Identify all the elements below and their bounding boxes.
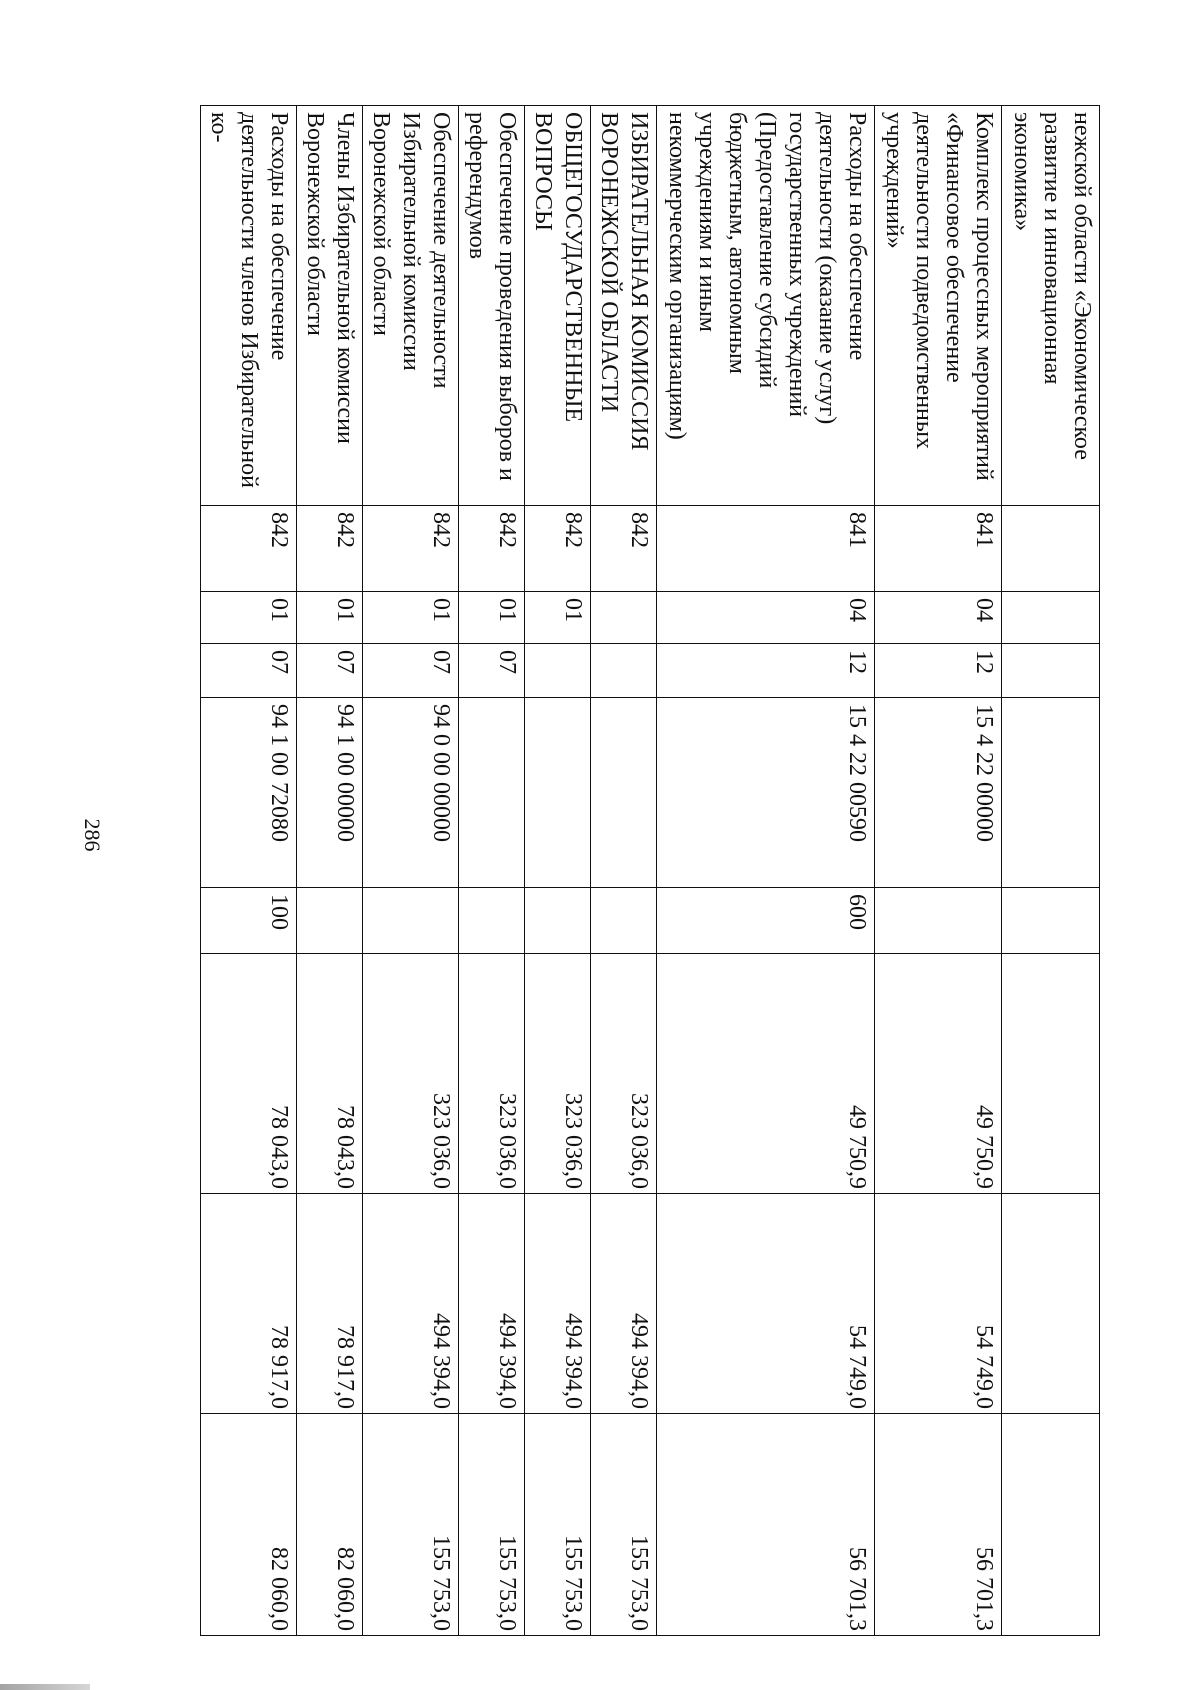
- row-ved: 841: [875, 506, 1002, 592]
- row-rz: 04: [657, 592, 875, 644]
- row-ved: 842: [459, 506, 525, 592]
- row-csr: 15 4 22 00000: [875, 698, 1002, 888]
- row-csr: [591, 698, 657, 888]
- budget-table-rotated: [200, 105, 1100, 1635]
- budget-table: [200, 105, 1100, 1636]
- row-rz: 01: [363, 592, 459, 644]
- row-name: Расходы на обеспечение деятельности членов Избирательной ко-: [201, 106, 297, 506]
- row-name: Расходы на обеспечение деятельности (оказание услуг) государственных учреждений (Предоставление субсидий бюджетным, автономным учреждениям и иным некоммерческим организациям): [657, 106, 875, 506]
- row-pr: 07: [297, 644, 363, 698]
- row-csr: [459, 698, 525, 888]
- row-year2: 78 917,0: [297, 1194, 363, 1414]
- row-year2: 494 394,0: [459, 1194, 525, 1414]
- row-year2: 78 917,0: [201, 1194, 297, 1414]
- row-year3: [1001, 1414, 1099, 1636]
- table-row: [657, 106, 875, 1636]
- row-pr: 07: [363, 644, 459, 698]
- row-ved: 842: [297, 506, 363, 592]
- row-pr: [525, 644, 591, 698]
- row-year1: 323 036,0: [591, 954, 657, 1194]
- row-year3: 56 701,3: [875, 1414, 1002, 1636]
- row-pr: 12: [657, 644, 875, 698]
- row-year1: 49 750,9: [657, 954, 875, 1194]
- row-name: ОБЩЕГОСУДАРСТВЕННЫЕ ВОПРОСЫ: [525, 106, 591, 506]
- row-year1: 323 036,0: [363, 954, 459, 1194]
- row-name: ИЗБИРАТЕЛЬНАЯ КОМИССИЯ ВОРОНЕЖСКОЙ ОБЛАСТИ: [591, 106, 657, 506]
- table-row: [459, 106, 525, 1636]
- row-pr: [591, 644, 657, 698]
- row-vr: 100: [201, 888, 297, 954]
- row-year2: 54 749,0: [875, 1194, 1002, 1414]
- row-year1: 49 750,9: [875, 954, 1002, 1194]
- row-rz: [591, 592, 657, 644]
- row-pr: 12: [875, 644, 1002, 698]
- row-year2: 494 394,0: [591, 1194, 657, 1414]
- row-ved: 842: [363, 506, 459, 592]
- table-row: [591, 106, 657, 1636]
- page-number: 286: [80, 818, 105, 852]
- row-year1: 78 043,0: [201, 954, 297, 1194]
- row-rz: 01: [525, 592, 591, 644]
- row-name: нежской области «Экономическое развитие и инновационная экономика»: [1001, 106, 1099, 506]
- scan-edge-mark: [0, 1684, 90, 1690]
- row-vr: [875, 888, 1002, 954]
- row-year3: 155 753,0: [591, 1414, 657, 1636]
- row-year3: 82 060,0: [297, 1414, 363, 1636]
- row-vr: [459, 888, 525, 954]
- table-row: [297, 106, 363, 1636]
- row-year1: 323 036,0: [459, 954, 525, 1194]
- row-csr: 94 1 00 72080: [201, 698, 297, 888]
- table-row: [201, 106, 297, 1636]
- row-pr: 07: [459, 644, 525, 698]
- table-row: [363, 106, 459, 1636]
- row-csr: [1001, 698, 1099, 888]
- row-pr: [1001, 644, 1099, 698]
- row-rz: [1001, 592, 1099, 644]
- row-year3: 155 753,0: [363, 1414, 459, 1636]
- row-vr: [525, 888, 591, 954]
- row-year2: 494 394,0: [363, 1194, 459, 1414]
- row-vr: [591, 888, 657, 954]
- row-year3: 155 753,0: [459, 1414, 525, 1636]
- table-row: [525, 106, 591, 1636]
- row-name: Обеспечение деятельности Избирательной комиссии Воронежской области: [363, 106, 459, 506]
- row-vr: [1001, 888, 1099, 954]
- row-csr: 94 0 00 00000: [363, 698, 459, 888]
- row-name: Обеспечение проведения выборов и референдумов: [459, 106, 525, 506]
- row-name: Члены Избирательной комиссии Воронежской области: [297, 106, 363, 506]
- row-vr: [363, 888, 459, 954]
- row-rz: 01: [459, 592, 525, 644]
- row-year1: 78 043,0: [297, 954, 363, 1194]
- budget-table-wrapper: [200, 105, 1100, 1635]
- row-vr: [297, 888, 363, 954]
- row-year3: 82 060,0: [201, 1414, 297, 1636]
- row-vr: 600: [657, 888, 875, 954]
- row-year1: 323 036,0: [525, 954, 591, 1194]
- row-pr: 07: [201, 644, 297, 698]
- row-ved: 841: [657, 506, 875, 592]
- row-csr: 15 4 22 00590: [657, 698, 875, 888]
- row-year2: 54 749,0: [657, 1194, 875, 1414]
- row-ved: 842: [525, 506, 591, 592]
- row-year3: 56 701,3: [657, 1414, 875, 1636]
- row-name: Комплекс процессных мероприятий «Финансовое обеспечение деятельности подведомственных учреждений»: [875, 106, 1002, 506]
- row-ved: 842: [201, 506, 297, 592]
- table-row: [1001, 106, 1099, 1636]
- row-ved: 842: [591, 506, 657, 592]
- row-rz: 04: [875, 592, 1002, 644]
- row-csr: [525, 698, 591, 888]
- row-csr: 94 1 00 00000: [297, 698, 363, 888]
- table-row: [875, 106, 1002, 1636]
- row-rz: 01: [201, 592, 297, 644]
- row-rz: 01: [297, 592, 363, 644]
- row-ved: [1001, 506, 1099, 592]
- row-year3: 155 753,0: [525, 1414, 591, 1636]
- row-year2: 494 394,0: [525, 1194, 591, 1414]
- row-year2: [1001, 1194, 1099, 1414]
- row-year1: [1001, 954, 1099, 1194]
